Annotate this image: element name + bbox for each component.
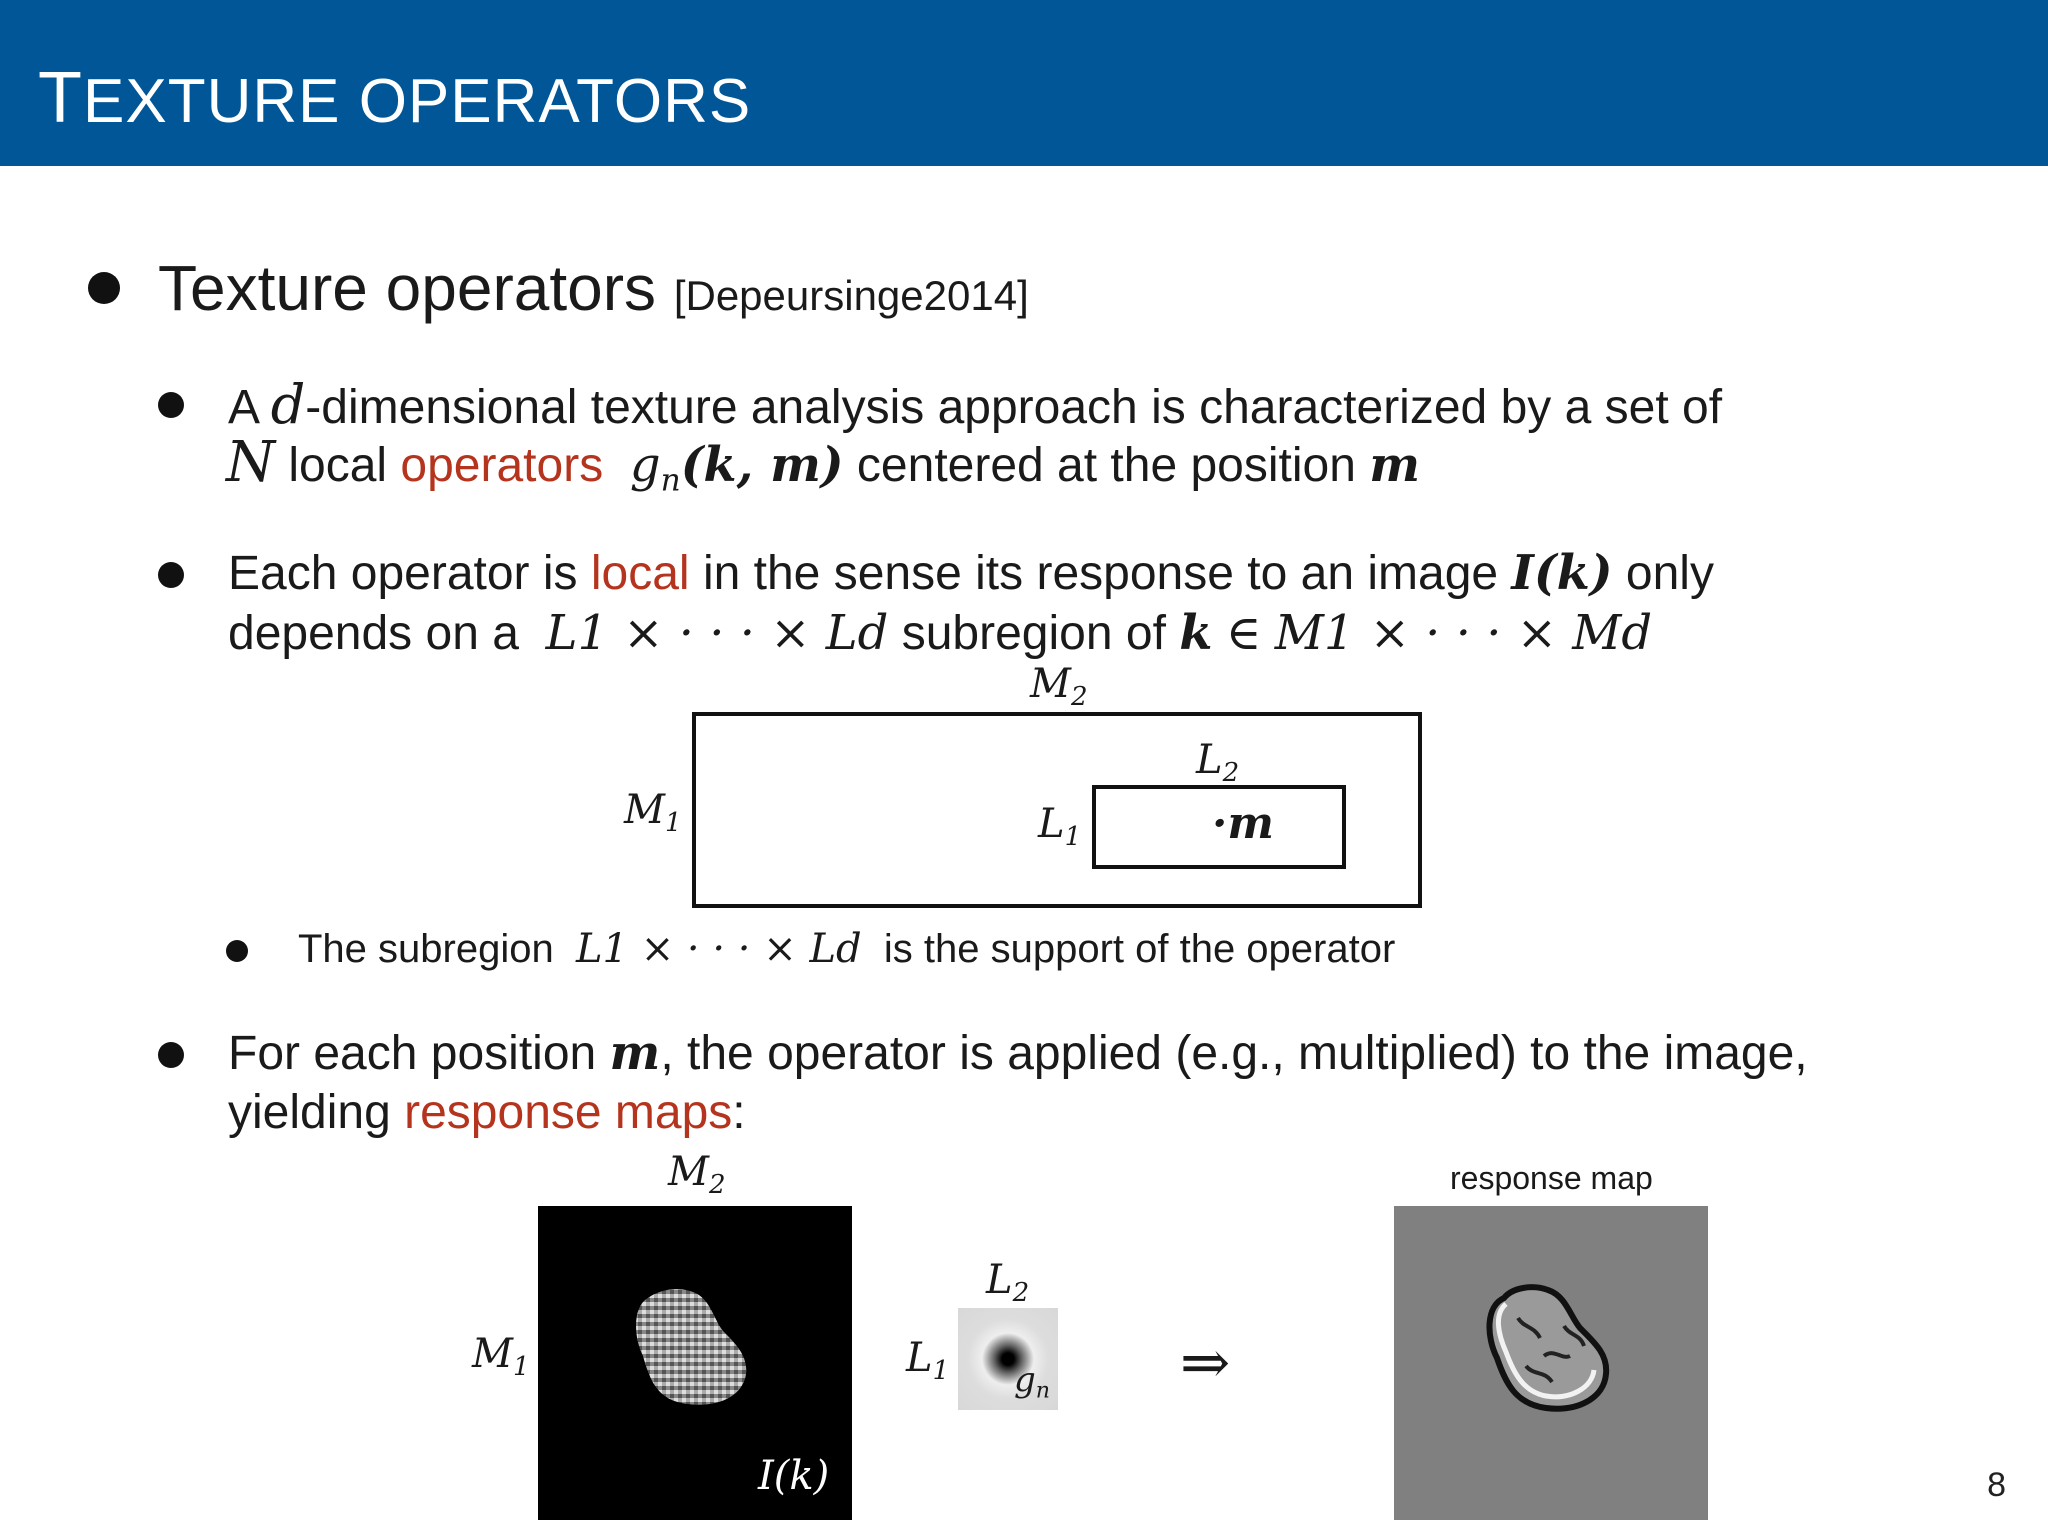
math-d: d — [270, 373, 306, 436]
math-sub: n — [660, 462, 681, 499]
math-N: N — [226, 430, 275, 495]
math-k: k — [1179, 605, 1213, 661]
math-M-product: M1 × · · · × Md — [1274, 605, 1653, 661]
math-L: L — [1038, 801, 1065, 847]
math-L: L — [986, 1257, 1013, 1303]
text: , the operator is applied (e.g., multiplied) to the image, — [660, 1027, 1808, 1080]
page-number: 8 — [1987, 1466, 2006, 1504]
math-args: (k, m) — [680, 437, 844, 493]
math-M: M — [624, 787, 665, 833]
bullet-texture-operators — [158, 250, 1029, 334]
text: in the sense its response to an image — [702, 547, 1499, 600]
highlight-operators: operators — [400, 439, 604, 492]
bullet-local-operator — [228, 542, 1714, 605]
position-m-marker: ·m — [1212, 798, 1274, 849]
bullet-response-maps — [228, 1022, 1808, 1085]
label-M1 — [624, 786, 682, 847]
bullet-d-dimensional — [228, 374, 1722, 439]
math-m: m — [1369, 437, 1421, 493]
operator-kernel-image — [958, 1308, 1058, 1410]
title-initial: T — [38, 58, 83, 138]
response-map-image — [1394, 1206, 1708, 1520]
text: depends on a — [228, 607, 519, 660]
bullet-dot — [158, 1042, 184, 1068]
math-sub: 1 — [664, 807, 682, 838]
text: A — [228, 381, 258, 434]
bullet-response-maps-line2 — [228, 1082, 746, 1144]
math-sub: 1 — [932, 1355, 950, 1386]
math-M: M — [472, 1331, 513, 1377]
bullet-dot — [158, 392, 184, 418]
math-in: ∈ — [1225, 605, 1262, 661]
slide-header — [0, 0, 2048, 166]
implies-arrow: ⇒ — [1180, 1328, 1231, 1398]
text: yielding — [228, 1086, 391, 1139]
response-map-label: response map — [1450, 1160, 1653, 1196]
label-M1 — [472, 1330, 530, 1391]
math-M: M — [668, 1149, 709, 1195]
slide-title — [38, 58, 751, 142]
title-rest: EXTURE OPERATORS — [82, 67, 752, 136]
text: Each operator is — [228, 547, 578, 600]
math-sub: n — [1035, 1377, 1050, 1404]
citation: [Depeursinge2014] — [673, 272, 1029, 319]
bullet-dot — [226, 940, 248, 962]
math-sub: 2 — [1070, 681, 1088, 712]
highlight-local: local — [590, 547, 690, 600]
math-sub: 2 — [1222, 757, 1240, 788]
label-L1 — [906, 1334, 949, 1395]
label-Ik: I(k) — [758, 1453, 830, 1499]
math-sub: 2 — [1012, 1277, 1030, 1308]
bullet-d-dimensional-line2 — [226, 432, 1420, 511]
math-sub: 2 — [708, 1169, 726, 1200]
text: subregion of — [901, 607, 1166, 660]
label-L1 — [1038, 800, 1081, 861]
math-g: g — [1014, 1360, 1036, 1400]
math-sub: 1 — [1064, 821, 1082, 852]
math-M: M — [1030, 661, 1071, 707]
math-g: g — [629, 437, 661, 493]
bullet-dot — [158, 562, 184, 588]
sub-bullet-support — [298, 924, 1395, 974]
highlight-response-maps: response maps — [404, 1086, 733, 1139]
text: : — [732, 1086, 746, 1139]
label-M2 — [668, 1148, 726, 1209]
math-L: L — [1196, 737, 1223, 783]
bullet-text: Texture operators — [158, 252, 657, 324]
math-L-product: L1 × · · · × Ld — [545, 605, 889, 661]
bullet-local-operator-line2 — [228, 602, 1652, 665]
bullet-dot — [88, 272, 120, 304]
label-gn — [1014, 1356, 1050, 1410]
text: The subregion — [298, 927, 554, 971]
response-blob — [1394, 1206, 1708, 1520]
text: centered at the position — [856, 439, 1356, 492]
text: only — [1625, 547, 1714, 600]
math-sub: 1 — [512, 1351, 530, 1382]
math-L: L — [906, 1335, 933, 1381]
text: local — [288, 439, 388, 492]
math-m: m — [609, 1025, 661, 1081]
text: For each position — [228, 1027, 597, 1080]
text: -dimensional texture analysis approach is characterized by a set of — [305, 381, 1723, 434]
math-Ik: I(k) — [1511, 545, 1613, 601]
input-image — [538, 1206, 852, 1520]
text: is the support of the operator — [883, 927, 1396, 971]
math-L-product: L1 × · · · × Ld — [575, 926, 862, 972]
